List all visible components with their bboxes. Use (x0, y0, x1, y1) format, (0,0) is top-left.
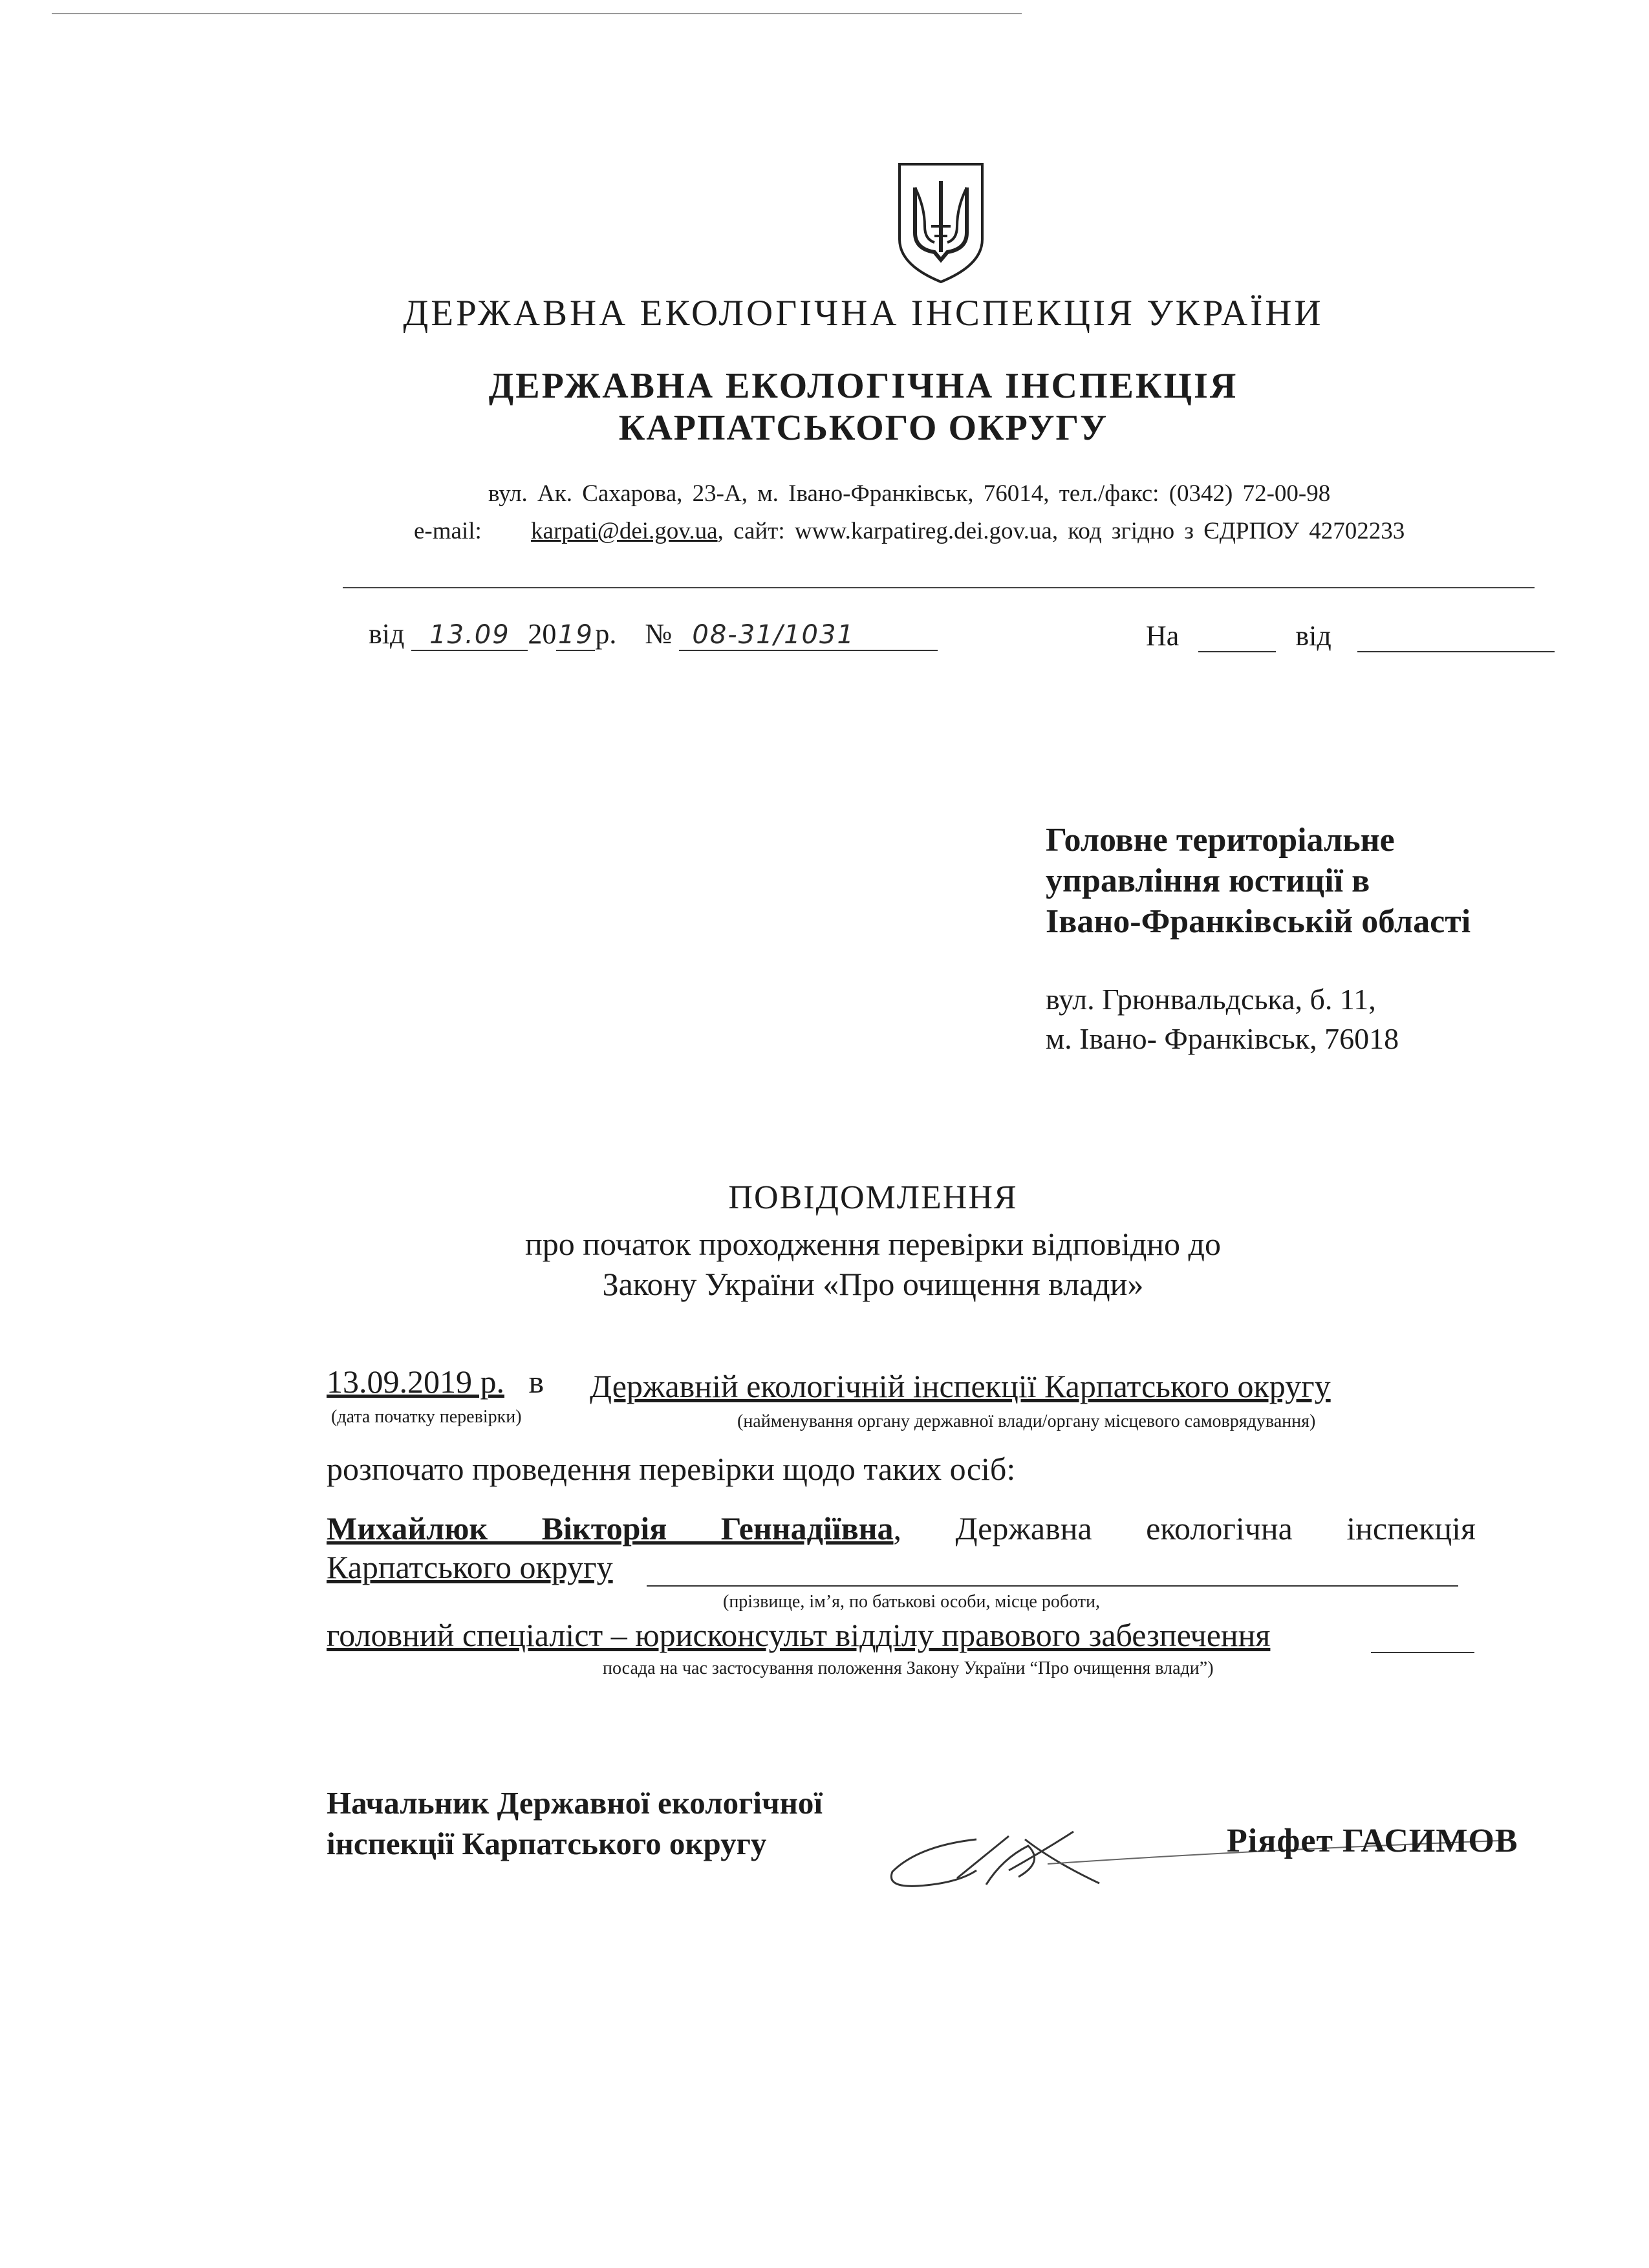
organization-name: Державній екологічній інспекції Карпатського округу (590, 1368, 1331, 1404)
notice-subtitle (0, 1224, 1649, 1304)
recipient-address-line2: м. Івано- Франківськ, 76018 (1046, 1022, 1399, 1055)
year-prefix: 20 (528, 618, 557, 650)
email-label: e-mail: (414, 518, 482, 544)
number-label: № (645, 618, 673, 650)
person-line1 (327, 1510, 1476, 1547)
in-word: в (528, 1364, 544, 1400)
inspection-name-line1: ДЕРЖАВНА ЕКОЛОГІЧНА ІНСПЕКЦІЯ (488, 366, 1238, 406)
reference-date: 13.09 (411, 620, 528, 651)
recipient-line1: Головне територіальне (1046, 822, 1395, 859)
caption-position: посада на час застосування положення Закону України “Про очищення влади”) (603, 1658, 1214, 1678)
person-fill-rule (647, 1585, 1458, 1587)
from2-label: від (1295, 620, 1331, 652)
person-name: Михайлюк Вікторія Геннадіївна (327, 1510, 894, 1546)
caption-person: (прізвище, ім’я, по батькові особи, місце роботи, (723, 1592, 1100, 1612)
from-label: від (369, 618, 405, 650)
notice-title: ПОВІДОМЛЕННЯ (728, 1179, 1018, 1216)
letterhead-divider (343, 587, 1535, 588)
ministry-name: ДЕРЖАВНА ЕКОЛОГІЧНА ІНСПЕКЦІЯ УКРАЇНИ (403, 293, 1324, 334)
person-workplace-part1: , Державна екологічна інспекція (893, 1510, 1476, 1546)
signatory-title-line2: інспекції Карпатського округу (327, 1826, 767, 1861)
start-date-row (327, 1363, 544, 1400)
from2-blank (1357, 626, 1555, 652)
person-position: головний спеціаліст – юрисконсульт відділу правового забезпечення (327, 1617, 1271, 1653)
incoming-reference (1146, 619, 1555, 652)
letterhead-address: вул. Ак. Сахарова, 23-А, м. Івано-Франківськ, 76014, тел./факс: (0342) 72-00-98 (488, 480, 1331, 507)
trident-emblem-icon (896, 162, 986, 284)
person-workplace-part2: Карпатського округу (327, 1549, 613, 1585)
person-line2 (327, 1548, 613, 1586)
letterhead-contacts (414, 517, 1405, 545)
caption-date: (дата початку перевірки) (331, 1407, 522, 1427)
recipient-block (1046, 820, 1471, 942)
notice-subtitle-line1: про початок проходження перевірки відповідно до (525, 1226, 1221, 1262)
on-label: На (1146, 620, 1180, 652)
site-and-code: , сайт: www.karpatireg.dei.gov.ua, код згідно з ЄДРПОУ 42702233 (717, 518, 1405, 544)
caption-organization: (найменування органу державної влади/органу місцевого самоврядування) (737, 1411, 1316, 1431)
signatory-title-line1: Начальник Державної екологічної (327, 1785, 823, 1821)
email-link[interactable]: karpati@dei.gov.ua (531, 518, 718, 544)
position-fill-rule (1371, 1652, 1474, 1653)
recipient-address-line1: вул. Грюнвальдська, б. 11, (1046, 983, 1376, 1016)
reference-number: 08-31/1031 (679, 620, 938, 651)
recipient-line2: управління юстиції в (1046, 862, 1370, 899)
top-border-rule (52, 13, 1022, 14)
recipient-line3: Івано-Франківській області (1046, 903, 1471, 940)
started-text: розпочато проведення перевірки щодо таких осіб: (327, 1451, 1016, 1487)
signatory-name: Ріяфет ГАСИМОВ (1227, 1823, 1518, 1859)
reference-year: 19 (556, 620, 595, 651)
on-blank (1198, 626, 1276, 652)
start-date: 13.09.2019 р. (327, 1364, 504, 1400)
recipient-address (1046, 979, 1399, 1058)
signatory-title (327, 1782, 823, 1864)
year-word: р. (595, 618, 617, 650)
notice-subtitle-line2: Закону України «Про очищення влади» (602, 1266, 1144, 1302)
inspection-name-line2: КАРПАТСЬКОГО ОКРУГУ (618, 408, 1108, 448)
outgoing-reference (369, 617, 938, 651)
